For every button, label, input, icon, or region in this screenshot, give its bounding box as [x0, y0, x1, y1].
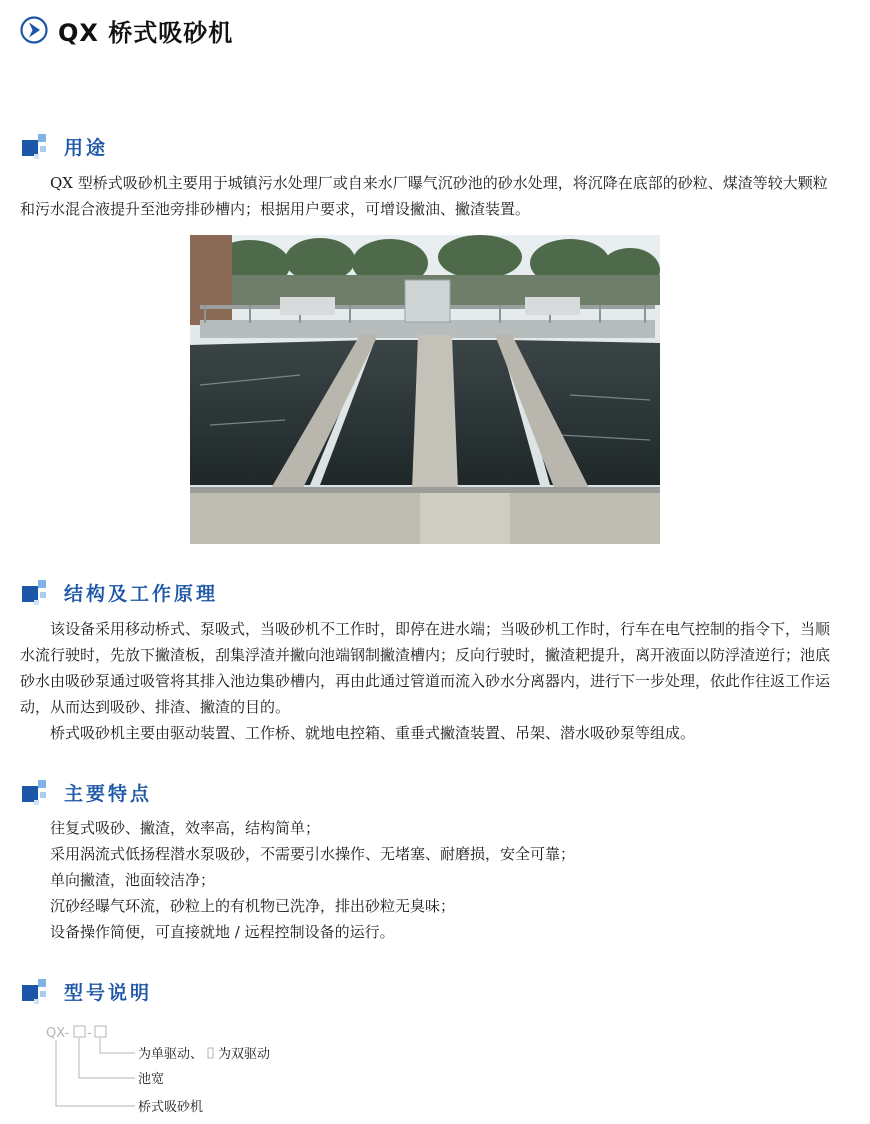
section-heading-model: [20, 977, 152, 1005]
label-drive-double: 为双驱动: [218, 1047, 271, 1062]
section-title: 结构及工作原理: [64, 582, 219, 605]
inline-code-box: [208, 1048, 213, 1058]
list-item: 设备操作简便，可直接就地 / 远程控制设备的运行。: [50, 923, 395, 941]
structure-paragraph-2: 桥式吸砂机主要由驱动装置、工作桥、就地电控箱、重垂式撇渣装置、吊架、潜水吸砂泵等组成。: [50, 724, 696, 742]
section-heading-structure: [20, 578, 218, 606]
section-title: 主要特点: [64, 782, 153, 805]
page-title: [20, 12, 233, 48]
usage-text: QX 型桥式吸砂机主要用于城镇污水处理厂或自来水厂曝气沉砂池的砂水处理，将沉降在底部的砂粒、煤渣等较大颗粒和污水混合液提升至池旁排砂槽内；根据用户要求，可增设撇油、撇渣装置。: [20, 174, 828, 218]
structure-paragraph-1: 该设备采用移动桥式、泵吸式，当吸砂机不工作时，即停在进水端；当吸砂机工作时，行车在电气控制的指令下，当顺水流行驶时，先放下撇渣板，刮集浮渣并撇向池端钢制撇渣槽内；反向行驶时，撇渣耙提升，离开液面以防浮渣逆行；池底砂水由吸砂泵通过吸管将其排入池边集砂槽内，再由此通过管道而流入砂水分离器内，进行下一步处理，依此作往返工作运动，从而达到吸砂、排渣、撇渣的目的。: [20, 620, 831, 716]
blue-squares-icon: [20, 977, 50, 1005]
code-box-1: [74, 1026, 85, 1037]
features-list: [50, 815, 840, 945]
model-code-diagram: [40, 1020, 460, 1120]
section-title: 用途: [64, 136, 109, 159]
chevron-right-circle-icon: [20, 16, 48, 44]
section-title: 型号说明: [64, 981, 153, 1004]
list-item: 沉砂经曝气环流，砂粒上的有机物已洗净，排出砂粒无臭味；: [50, 897, 456, 915]
label-machine-type: 桥式吸砂机: [138, 1100, 204, 1115]
model-code-separator: -: [87, 1026, 92, 1041]
blue-squares-icon: [20, 778, 50, 806]
page-title-text: QX 桥式吸砂机: [58, 18, 234, 47]
code-box-2: [95, 1026, 106, 1037]
label-pool-width: 池宽: [138, 1072, 165, 1087]
label-drive-single: 为单驱动、: [138, 1047, 204, 1062]
equipment-photo: [190, 235, 660, 544]
list-item: 单向撇渣，池面较洁净；: [50, 871, 216, 889]
blue-squares-icon: [20, 578, 50, 606]
section-heading-features: [20, 778, 152, 806]
usage-paragraph: [20, 170, 832, 222]
model-code-prefix: QX-: [46, 1026, 70, 1041]
list-item: 采用涡流式低扬程潜水泵吸砂，不需要引水操作、无堵塞、耐磨损，安全可靠；: [50, 845, 576, 863]
structure-paragraphs: [20, 616, 832, 746]
list-item: 往复式吸砂、撇渣，效率高，结构简单；: [50, 819, 321, 837]
blue-squares-icon: [20, 132, 50, 160]
section-heading-usage: [20, 132, 108, 160]
